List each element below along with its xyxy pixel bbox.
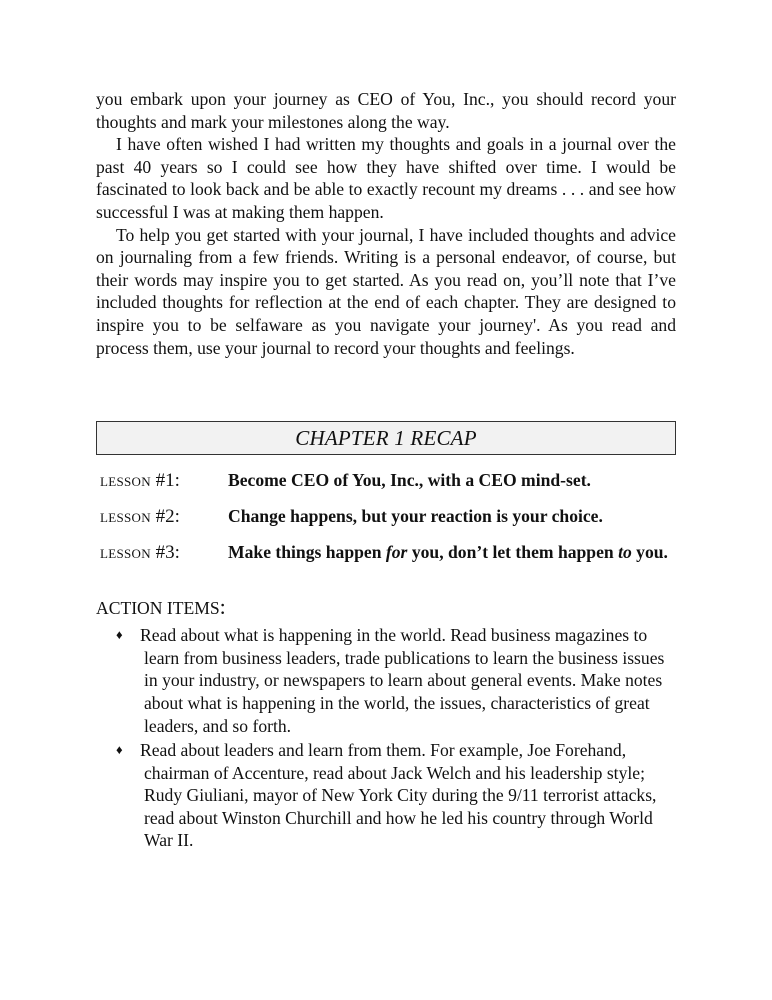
lesson-3-text-emphasis-for: for <box>385 542 408 563</box>
action-item-2-text: Read about leaders and learn from them. For example, Joe Forehand, chairman of Accenture, read about Jack Welch and his leadership style; Rudy Giuliani, mayor of New York City during the 9/11 terrorist attacks, read about Winston Churchill and how he led his country through World War II. <box>140 740 657 851</box>
lesson-3-text-part-b: you, don’t let them happen <box>407 542 619 563</box>
lesson-3-text <box>228 541 676 564</box>
action-items-list <box>96 624 676 852</box>
body-paragraph-3: To help you get started with your journal, I have included thoughts and advice on journaling from a few friends. Writing is a personal endeavor, of course, but their words may inspire you to get started. As you read on, you’ll note that I’ve included thoughts for reflection at the end of each chapter. They are designed to inspire you to be selfaware as you navigate your journey'. As you read and process them, use your journal to record your thoughts and feelings. <box>96 224 676 358</box>
lesson-1-label-word: LESSON <box>100 474 151 490</box>
lesson-2-label-number: #2: <box>155 506 180 528</box>
lesson-1-label <box>96 469 228 493</box>
lesson-2 <box>96 505 676 529</box>
action-items-heading-colon: : <box>219 594 226 620</box>
lesson-3-label <box>96 541 228 565</box>
action-item-1 <box>116 624 676 737</box>
lesson-3-label-word: LESSON <box>100 546 151 562</box>
body-paragraph-2: I have often wished I had written my thoughts and goals in a journal over the past 40 years so I could see how they have shifted over time. I would be fascinated to look back and be able to exactly recount my dreams . . . and see how successful I was at making them happen. <box>96 134 676 222</box>
diamond-bullet-icon: ♦ <box>116 742 123 758</box>
lesson-3 <box>96 541 676 565</box>
diamond-bullet-icon: ♦ <box>116 627 123 643</box>
page-content <box>96 88 676 854</box>
chapter-recap-title: CHAPTER 1 RECAP <box>295 425 477 450</box>
lesson-3-text-emphasis-to: to <box>618 542 632 563</box>
lesson-1 <box>96 469 676 493</box>
action-item-1-text: Read about what is happening in the world. Read business magazines to learn from business leaders, trade publications to learn the business issues in your industry, or newspapers to learn about general events. Make notes about what is happening in the world, the issues, characteristics of great leaders, and so forth. <box>140 625 665 736</box>
lesson-3-text-part-a: Make things happen <box>228 542 386 563</box>
action-items-heading-text: ACTION ITEMS <box>96 598 220 619</box>
lesson-list <box>96 469 676 565</box>
lesson-3-text-part-c: you. <box>631 542 668 563</box>
lesson-3-label-number: #3: <box>155 542 180 564</box>
lesson-2-text: Change happens, but your reaction is your choice. <box>228 506 603 527</box>
body-paragraph-1: you embark upon your journey as CEO of You, Inc., you should record your thoughts and mark your milestones along the way. <box>96 89 676 132</box>
chapter-recap-box <box>96 421 676 455</box>
lesson-1-label-number: #1: <box>155 470 180 492</box>
lesson-1-text: Become CEO of You, Inc., with a CEO mind-set. <box>228 470 591 491</box>
action-item-2 <box>116 739 676 852</box>
action-items-heading <box>96 595 676 620</box>
lesson-2-label <box>96 505 228 529</box>
lesson-2-label-word: LESSON <box>100 510 151 526</box>
